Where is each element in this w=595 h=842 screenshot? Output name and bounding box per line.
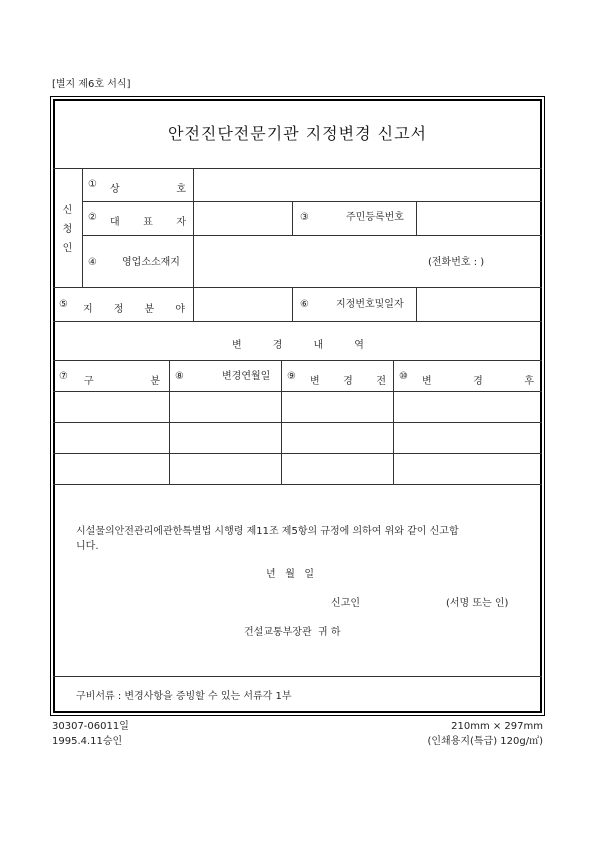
- col-before-num: ⑨: [287, 371, 296, 382]
- col-date-label: 변경연월일: [222, 371, 271, 382]
- office-address-label: 영업소소재지: [122, 257, 180, 268]
- recipient-label: 건설교통부장관 귀 하: [244, 627, 341, 638]
- page-title: 안전진단전문기관 지정변경 신고서: [167, 124, 427, 143]
- representative-label: 대 표 자: [110, 217, 186, 228]
- form-number: [별지 제6호 서식]: [52, 79, 131, 90]
- office-address-num: ④: [88, 257, 97, 268]
- designation-field-label: 지 정 분 야: [83, 304, 185, 315]
- table-row[interactable]: [54, 454, 541, 484]
- designation-number-field[interactable]: [417, 288, 541, 320]
- designation-field-num: ⑤: [59, 299, 68, 310]
- office-address-field[interactable]: [194, 236, 541, 286]
- col-before-label: 변 경 전: [310, 376, 386, 387]
- applicant-label-char: 청: [62, 224, 73, 235]
- designation-number-num: ⑥: [300, 299, 309, 310]
- trade-name-field[interactable]: [194, 169, 541, 201]
- resident-no-label: 주민등록번호: [346, 212, 404, 223]
- resident-no-num: ③: [300, 212, 309, 223]
- declaration-text: 시설물의안전관리에관한특별법 시행령 제11조 제5항의 규정에 의하여 위와 같이 신고합: [76, 526, 459, 537]
- representative-field[interactable]: [194, 202, 291, 234]
- applicant-label-char: 신: [62, 205, 73, 216]
- paper-spec: (인쇄용지(특급) 120g/㎡): [427, 736, 543, 747]
- paper-size: 210mm × 297mm: [451, 721, 543, 732]
- approval-date: 1995.4.11승인: [52, 736, 123, 747]
- col-after-num: ⑩: [399, 371, 408, 382]
- col-after-label: 변 경 후: [422, 376, 534, 387]
- designation-number-label: 지정번호및일자: [336, 299, 404, 310]
- phone-label: (전화번호 : ): [428, 257, 485, 268]
- trade-name-num: ①: [88, 179, 97, 190]
- table-row[interactable]: [54, 423, 541, 453]
- table-row[interactable]: [54, 392, 541, 422]
- col-category-label: 구 분: [84, 376, 160, 387]
- declaration-date: 년 월 일: [266, 569, 315, 580]
- reporter-label: 신고인: [331, 598, 360, 609]
- form-code: 30307-06011일: [52, 721, 129, 732]
- signature-label: (서명 또는 인): [446, 598, 509, 609]
- col-date-num: ⑧: [175, 371, 184, 382]
- trade-name-label: 상 호: [110, 184, 186, 195]
- changes-section-label: 변 경 내 역: [232, 340, 364, 351]
- declaration-text-cont: 니다.: [76, 541, 99, 552]
- representative-num: ②: [88, 212, 97, 223]
- applicant-label-char: 인: [62, 243, 73, 254]
- applicant-group-label: [53, 168, 82, 287]
- attachments-note: 구비서류 : 변경사항을 증빙할 수 있는 서류각 1부: [76, 691, 292, 702]
- resident-no-field[interactable]: [417, 202, 541, 234]
- designation-field-input[interactable]: [194, 288, 291, 320]
- col-category-num: ⑦: [59, 371, 68, 382]
